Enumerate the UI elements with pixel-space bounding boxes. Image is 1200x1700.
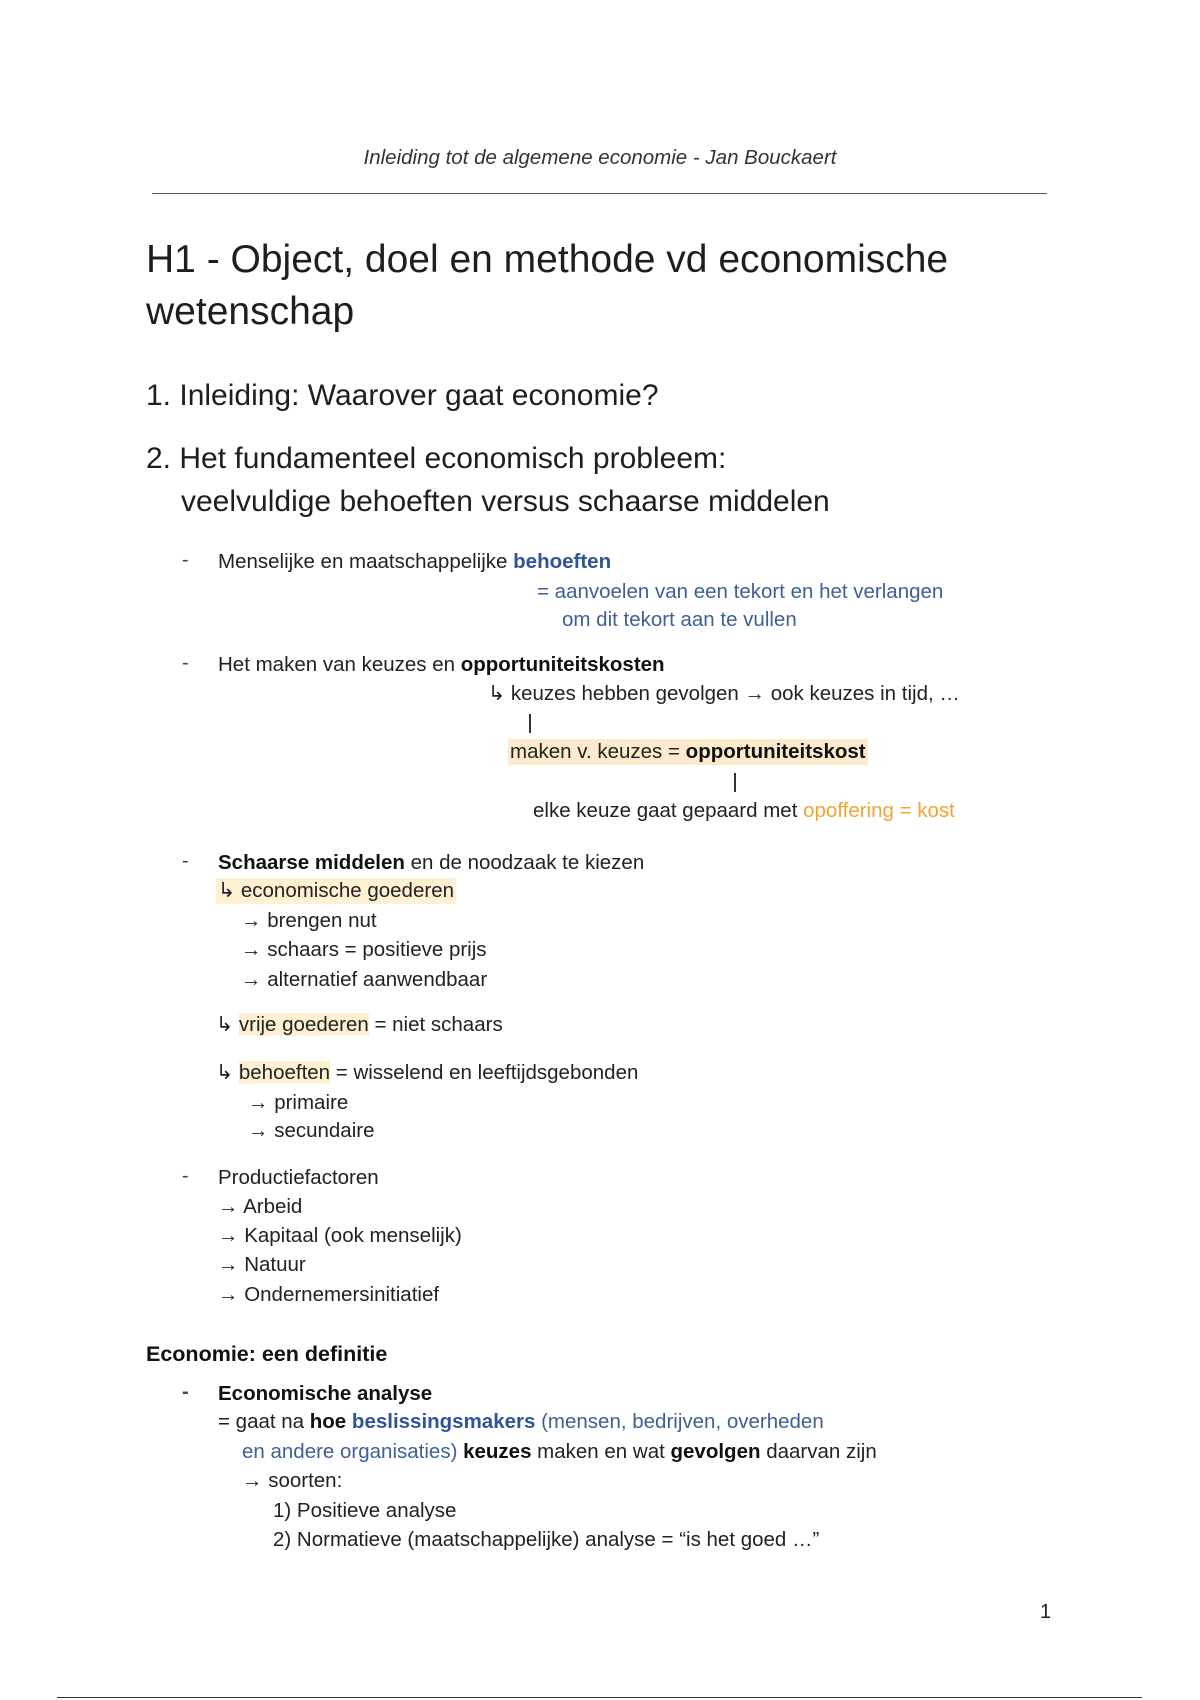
analysis-kind-positive: 1) Positieve analyse bbox=[273, 1499, 457, 1522]
running-header: Inleiding tot de algemene economie - Jan Bouckaert bbox=[363, 146, 837, 169]
section-heading-2-subtitle: veelvuldige behoeften versus schaarse middelen bbox=[181, 485, 830, 518]
choices-bullet bbox=[218, 652, 665, 678]
production-factor-item: → Natuur bbox=[218, 1253, 306, 1276]
free-goods-term: vrije goederen bbox=[238, 1013, 369, 1036]
economic-goods-item: → alternatief aanwendbaar bbox=[241, 968, 488, 991]
bullet-marker: - bbox=[182, 652, 189, 674]
scarce-rest: en de noodzaak te kiezen bbox=[404, 851, 645, 874]
section-heading-1: 1. Inleiding: Waarover gaat economie? bbox=[146, 379, 659, 412]
choices-consequences: ↳ keuzes hebben gevolgen → ook keuzes in tijd, … bbox=[488, 682, 960, 705]
def-l2-c: keuzes bbox=[463, 1440, 532, 1463]
analysis-kind-normative: 2) Normatieve (maatschappelijke) analyse = “is het goed …” bbox=[273, 1528, 820, 1551]
choices-lead: Het maken van keuzes en bbox=[218, 653, 461, 676]
economic-goods-item: → schaars = positieve prijs bbox=[241, 938, 487, 961]
scarce-bullet bbox=[218, 850, 644, 876]
analysis-kinds-label: → soorten: bbox=[242, 1469, 343, 1492]
bullet-marker: - bbox=[182, 1165, 189, 1187]
opportunity-cost-lead: maken v. keuzes = bbox=[510, 740, 686, 763]
needs-type-item: → primaire bbox=[248, 1091, 349, 1114]
choices-term: opportuniteitskosten bbox=[460, 653, 665, 676]
sacrifice-lead: elke keuze gaat gepaard met bbox=[533, 799, 804, 822]
header-divider bbox=[152, 193, 1047, 194]
needs-types-term: behoeften bbox=[238, 1061, 331, 1084]
connector-line bbox=[529, 714, 531, 733]
definition-heading: Economie: een definitie bbox=[146, 1342, 388, 1366]
def-l2-e: gevolgen bbox=[670, 1440, 761, 1463]
needs-types bbox=[216, 1060, 638, 1086]
needs-term: behoeften bbox=[513, 550, 612, 573]
free-goods bbox=[216, 1012, 503, 1038]
definition-line-1 bbox=[218, 1409, 824, 1435]
production-factor-item: → Kapitaal (ook menselijk) bbox=[218, 1224, 462, 1247]
needs-types-rest: = wisselend en leeftijdsgebonden bbox=[330, 1061, 639, 1084]
economic-goods: ↳ economische goederen bbox=[218, 879, 454, 902]
def-l1-b: hoe bbox=[309, 1410, 347, 1433]
bullet-marker: - bbox=[182, 1381, 189, 1403]
scarce-term: Schaarse middelen bbox=[218, 851, 405, 874]
sacrifice-line bbox=[533, 798, 955, 824]
def-l2-d: maken en wat bbox=[531, 1440, 671, 1463]
sacrifice-term: opoffering = kost bbox=[803, 799, 955, 822]
needs-lead: Menselijke en maatschappelijke bbox=[218, 550, 514, 573]
needs-bullet bbox=[218, 549, 611, 575]
page-number: 1 bbox=[1040, 1601, 1052, 1623]
economic-analysis-title: Economische analyse bbox=[218, 1382, 433, 1405]
bullet-marker: - bbox=[182, 850, 189, 872]
def-l2-f: daarvan zijn bbox=[760, 1440, 877, 1463]
def-l1-d: beslissingsmakers bbox=[351, 1410, 536, 1433]
production-factor-item: → Ondernemersinitiatief bbox=[218, 1283, 440, 1306]
needs-definition-line-1: = aanvoelen van een tekort en het verlangen bbox=[537, 580, 944, 603]
production-factor-item: → Arbeid bbox=[218, 1195, 303, 1218]
opportunity-cost-box bbox=[508, 739, 868, 765]
def-l1-a: = gaat na bbox=[218, 1410, 310, 1433]
def-l1-e: (mensen, bedrijven, overheden bbox=[535, 1410, 824, 1433]
section-heading-2: 2. Het fundamenteel economisch probleem: bbox=[146, 442, 727, 475]
opportunity-cost-term: opportuniteitskost bbox=[685, 740, 866, 763]
def-l2-a: en andere organisaties) bbox=[242, 1440, 458, 1463]
page-bottom-edge bbox=[57, 1697, 1142, 1698]
economic-goods-item: → brengen nut bbox=[241, 909, 377, 932]
needs-definition-line-2: om dit tekort aan te vullen bbox=[562, 608, 797, 631]
connector-line bbox=[734, 773, 736, 792]
needs-type-item: → secundaire bbox=[248, 1119, 375, 1142]
needs-types-arrow: ↳ bbox=[216, 1061, 239, 1084]
chapter-title: H1 - Object, doel en methode vd economische wetenschap bbox=[146, 238, 949, 333]
bullet-marker: - bbox=[182, 549, 189, 571]
definition-line-2 bbox=[242, 1439, 877, 1465]
free-goods-rest: = niet schaars bbox=[368, 1013, 503, 1036]
free-goods-arrow: ↳ bbox=[216, 1013, 239, 1036]
production-factors-title: Productiefactoren bbox=[218, 1166, 379, 1189]
